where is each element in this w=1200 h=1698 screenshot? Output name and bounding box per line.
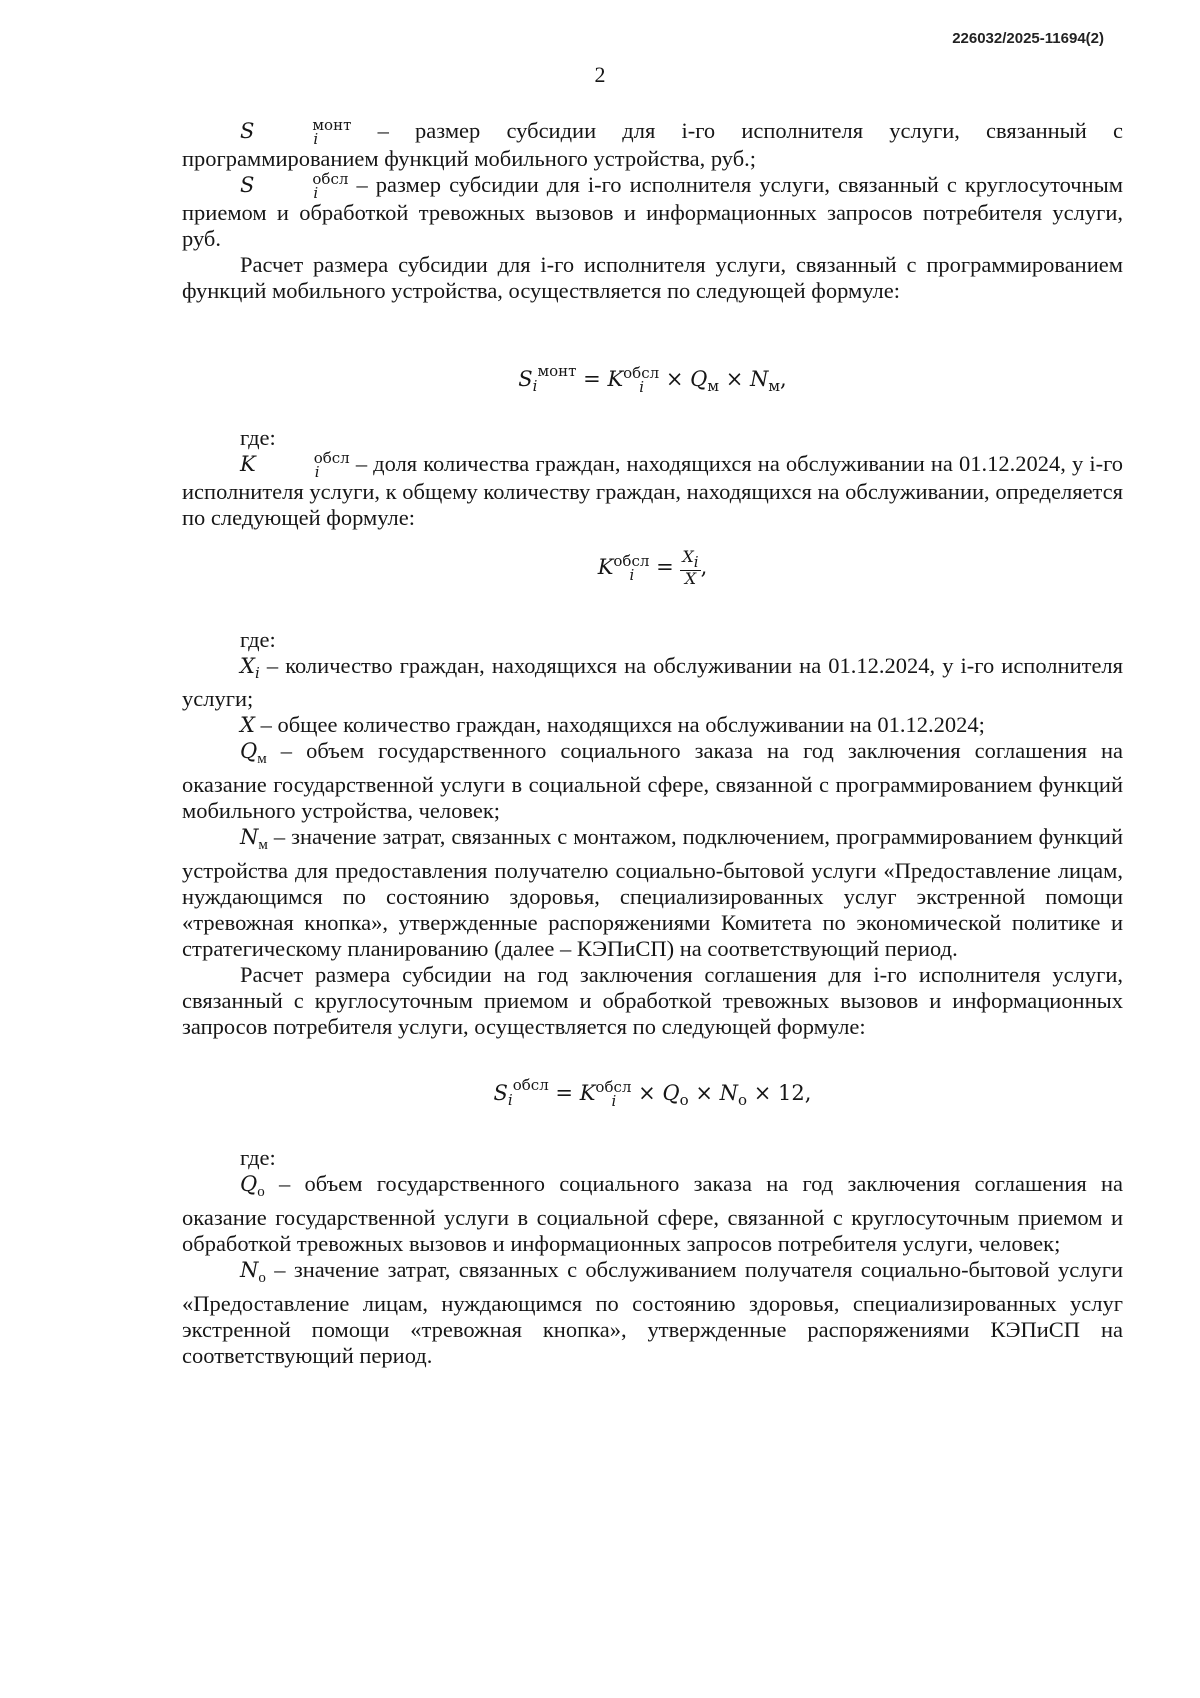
where-label-2: где: <box>240 627 276 652</box>
symbol-s-mont: S монт i <box>240 116 352 148</box>
paragraph-calc-obsl: Расчет размера субсидии на год заключения соглашения для i-го исполнителя услуги, связанный с круглосуточным приемом и обработкой тревожных вызовов и информационных запросов потребителя услуги, осуществляется по следующей формуле: <box>182 962 1123 1039</box>
formula-k-obsl: K обсл i = $\frac{Xi}{X}$ , <box>597 547 708 588</box>
definition-q-o: $Q_о$ – объем государственного социального заказа на год заключения соглашения на оказание государственной услуги в социальной сфере, связанной с круглосуточным приемом и обработкой тревожных вызовов и информационных запросов потребителя услуги, человек; <box>182 1171 1123 1256</box>
document-body <box>182 118 1123 1369</box>
symbol-k-obsl: K обсл i <box>240 449 350 481</box>
definition-k-obsl: K обсл i – доля количества граждан, находящихся на обслуживании на 01.12.2024, у i-го исполнителя услуги, к общему количеству граждан, находящихся на обслуживании, определяется по следующей формуле: <box>182 449 1124 530</box>
symbol-s-obsl: S обсл i <box>240 170 349 202</box>
where-label-3: где: <box>240 1145 276 1170</box>
definition-n-m: $N_м$ – значение затрат, связанных с монтажом, подключением, программированием функций устройства для предоставления получателю социально-бытовой услуги «Предоставление лицам, нуждающимся по состоянию здоровья, специализированных услуг экстренной помощи «тревожная кнопка», утвержденные распоряжениями Комитета по экономической политике и стратегическому планированию (далее – КЭПиСП) на соответствующий период. <box>182 824 1124 961</box>
document-id: 226032/2025-11694(2) <box>952 30 1104 47</box>
definition-q-m: $Q_м$ – объем государственного социального заказа на год заключения соглашения на оказание государственной услуги в социальной сфере, связанной с программированием функций мобильного устройства, человек; <box>182 738 1124 823</box>
definition-n-o: $N_о$ – значение затрат, связанных с обслуживанием получателя социально-бытовой услуги «Предоставление лицам, нуждающимся по состоянию здоровья, специализированных услуг экстренной помощи «тревожная кнопка», утвержденные распоряжениями КЭПиСП на соответствующий период. <box>182 1257 1124 1368</box>
definition-x: X – общее количество граждан, находящихся на обслуживании на 01.12.2024; <box>240 712 985 737</box>
formula-s-mont: $S_i^{монт} = K$ обсл i × $Q_м \times N_м$, <box>518 362 787 396</box>
page-number: 2 <box>594 62 606 87</box>
formula-s-obsl: $S_i^{обсл} = K$ обсл i × $Q_о \times N_о \times 12$, <box>493 1076 812 1110</box>
where-label-1: где: <box>240 425 276 450</box>
definition-s-mont: S монт i – размер субсидии для i-го исполнителя услуги, связанный с программированием функций мобильного устройства, руб.; <box>182 116 1124 171</box>
paragraph-calc-mont: Расчет размера субсидии для i-го исполнителя услуги, связанный с программированием функций мобильного устройства, осуществляется по следующей формуле: <box>182 252 1123 303</box>
fraction-x-ratio: $\frac{Xi}{X}$ <box>682 547 699 588</box>
definition-s-obsl: S обсл i – размер субсидии для i-го исполнителя услуги, связанный с круглосуточным приемом и обработкой тревожных вызовов и информационных запросов потребителя услуги, руб. <box>182 170 1124 251</box>
definition-x-i: $X_i$ – количество граждан, находящихся на обслуживании на 01.12.2024, у i-го исполнителя услуги; <box>182 653 1124 711</box>
